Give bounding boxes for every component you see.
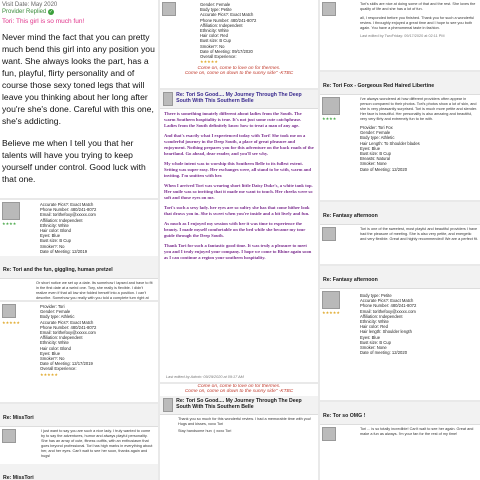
- review-headline: Tori: This girl is so much fun!: [2, 18, 85, 25]
- review-card-right-top: [320, 0, 480, 70]
- review-card-center-main: [160, 90, 318, 382]
- field-line: Eyes: Blue: [40, 233, 61, 239]
- field-line: Provider: Tori Fox: [360, 125, 393, 130]
- field-line: Phone Number: 480/241-8072: [200, 17, 257, 23]
- field-line: Date of meeting: 12/2020: [360, 350, 408, 356]
- field-line: Ethnicity: White: [40, 222, 69, 228]
- provider-replied-badge: [2, 9, 156, 15]
- notice-quote: Come on, come to love on for thermes. Come on, come on down to the sunny side" -KTBC: [184, 66, 294, 77]
- poster-sidebar: [320, 289, 358, 359]
- post-body: Or short notice we set up a date. Its somehow I lapsed and have to fit in the first date at a weird one. Tory, she really is flexible. I didn't realize even if that all low she folded herself into a position. I can't describe. Somehow you really with you told a complete turn right at: [36, 281, 153, 300]
- post-paragraph: And that's exactly what I experienced today with Tori! She took me on a wonderful journey in the Deep South, a place of great pleasure and enjoyment. Nothing prepares you for this adventure on the back roads of the heartland. Go ahead, dear reader, and you'll see why.: [164, 133, 314, 156]
- rating-stars: ★★★★: [2, 221, 17, 226]
- field-line: Overall Experience:: [200, 54, 237, 60]
- field-line: Gender: Female: [40, 309, 71, 315]
- field-line: Provider: Tori: [40, 304, 65, 309]
- field-line: Phone Number: 480/241-8072: [40, 324, 97, 330]
- avatar: [2, 304, 16, 318]
- post-header: [0, 404, 158, 427]
- avatar: [322, 97, 340, 115]
- poster-sidebar: [160, 0, 198, 66]
- post-subject[interactable]: Re: Tori Fox - Gorgeous Red Haired Libertine: [323, 83, 435, 89]
- post-header: [320, 266, 480, 289]
- avatar: [322, 227, 336, 241]
- field-line: Accurate Pics?: Exact Match: [360, 298, 414, 304]
- notice-quote: Come on, come to love on for thermes. Come on, come on down to the sunny side" -KTBC: [184, 384, 294, 394]
- field-line: Phone Number: 480/241-8072: [40, 207, 97, 213]
- poster-sidebar: [320, 425, 358, 443]
- review-card-misstori-reply: [0, 404, 158, 480]
- avatar: [163, 92, 173, 106]
- field-line: Smoker?: No: [200, 43, 225, 49]
- poster-sidebar: [320, 225, 358, 244]
- field-line: Eyes: Blue: [360, 334, 381, 340]
- review-fields: [360, 125, 478, 172]
- field-line: Bust size: B Cup: [200, 38, 231, 44]
- avatar: [162, 2, 176, 16]
- field-line: Hair color: Red: [360, 324, 388, 330]
- field-line: Email: torithefoxy@xxxxx.com: [40, 212, 96, 218]
- field-line: Gender: Female: [200, 2, 231, 7]
- field-line: Body type: Athletic: [40, 314, 75, 320]
- field-line: Affiliation: Independent: [40, 217, 83, 223]
- post-body: I've always wondered at how different providers often appear in person compared to their photos. Tori's photos show a lot of skin, and she is very pleasantly surprised. Tori is much more petite and slender. Her face is beautiful. Her personality is also amazing and beautiful, very very flirty and extremely fun to be with.: [360, 97, 478, 121]
- tile-divider: [160, 382, 318, 384]
- field-line: Email: torithefoxy@xxxxx.com: [360, 308, 416, 314]
- field-line: Accurate Pics?: Exact Match: [40, 202, 94, 207]
- post-header: [160, 396, 318, 415]
- post-paragraph: When I arrived Tori was wearing short little Daisy Duke's, a white tank top. Her smile was so inviting that it made me want to touch. Her cheeks were so soft and those eyes on me.: [164, 183, 313, 200]
- review-body: [2, 31, 156, 185]
- post-body: all, I responded before you finished. Thank you for such a wonderful review. I throughly enjoyed a great time and I hope to see you both again. You have a phenomenal taste in fashion.: [360, 16, 475, 30]
- field-line: Accurate Pics?: Exact Match: [40, 319, 94, 325]
- poster-sidebar: [320, 0, 358, 41]
- avatar: [322, 427, 336, 441]
- post-body: Tori ... is so totally incredible! Can't wait to see her again. Great and make a fun as always. I'm your fan for the rest of my time!: [360, 427, 474, 436]
- post-header: [160, 90, 318, 109]
- field-line: Affiliation: Independent: [200, 22, 243, 28]
- tile-divider: [158, 0, 160, 480]
- post-subject[interactable]: Re: MissTori: [3, 475, 34, 480]
- last-edited-note: Last edited by Admin: 09/29/2020 at 09:17 AM: [166, 375, 244, 379]
- post-header: [320, 202, 480, 225]
- tile-divider: [320, 200, 480, 202]
- provider-replied-label: Provider Replied: [2, 9, 47, 15]
- review-card-right-gorgeous: [320, 72, 480, 200]
- post-body: [160, 109, 318, 267]
- field-line: Affiliation: Independent: [360, 313, 403, 319]
- field-line: Ethnicity: White: [200, 28, 229, 34]
- tile-divider: [320, 70, 480, 72]
- field-line: Gender: Female: [360, 130, 391, 136]
- poster-sidebar: [0, 302, 38, 379]
- tile-divider: [320, 400, 480, 402]
- tile-divider: [318, 0, 320, 480]
- review-excerpt-panel: [0, 0, 158, 198]
- post-body: Tori is one of the sweetest, most playful and beautiful providers I have had the pleasure of meeting. She is also very petite, and energetic and very flexible. Great and highly recommended! We are a perfect fit.: [360, 227, 478, 241]
- post-paragraph: There is something innately different about ladies from the South. The warm Southern hospitality is true. It's not just some cute catchphrase. Ladies from the South definitely know how to treat a man of any age.: [164, 111, 302, 128]
- tile-divider: [0, 198, 158, 200]
- review-card-center-top: [160, 0, 318, 88]
- field-line: Body type: Petite: [360, 293, 392, 298]
- field-line: Body type: Petite: [200, 7, 232, 13]
- field-line: Hair color: Red: [200, 33, 228, 39]
- post-subject[interactable]: Re: Tori So Good.... My Journey Through The Deep South With This Southern Belle: [176, 92, 302, 104]
- rating-stars: ★★★★★: [2, 320, 20, 325]
- tile-divider: [160, 88, 318, 90]
- avatar: [2, 429, 16, 443]
- field-line: Breasts: Natural: [360, 156, 391, 162]
- post-paragraph: Thank Tori for such a fantastic good time. It was truly a pleasure to meet you and I truly enjoyed your company. I hope we come to Rhine again soon as I can continue a region your southern hospitality.: [164, 243, 312, 260]
- post-subject[interactable]: Re: Tor so OMG !: [323, 413, 366, 419]
- post-subject[interactable]: Re: Fantasy afternoon: [323, 277, 378, 283]
- field-line: Smoker?: No: [40, 243, 65, 249]
- tile-divider: [0, 402, 158, 404]
- field-line: Accurate Pics?: Exact Match: [200, 12, 254, 18]
- post-subject[interactable]: Re: Tori So Good.... My Journey Through The Deep South With This Southern Belle: [176, 398, 302, 410]
- field-line: Date of Meeting: 12/17/2019: [40, 361, 93, 367]
- post-body: I just want to say you are such a nice lady. I truly wanted to come by to say the adventures, humor and always playful personality. She has an array of cute, fitness outfits, with an enthusiasm that goes beyond professional. Tori has high marks in everything about her, and her eyes. Can't wait to see her soon, thanks again and hugs!: [41, 429, 153, 458]
- review-paragraph-2: Believe me when I tell you that her talents will have you trying to keep yourself under control. Good luck with that one.: [2, 138, 146, 184]
- field-line: Ethnicity: White: [40, 340, 69, 346]
- experience-stars: ★★★★★: [40, 371, 58, 377]
- post-header: [0, 464, 158, 480]
- last-edited-note: Last edited by TwoFriday: 09/17/2020 at 02:11 PM: [360, 34, 445, 38]
- review-card-pretzel: [0, 200, 158, 300]
- experience-stars: ★★★★★: [200, 59, 218, 65]
- poster-sidebar: [320, 95, 358, 174]
- review-card-right-fantasy-2: [320, 266, 480, 400]
- field-line: Bust size: B Cup: [40, 238, 71, 244]
- field-line: Bust size: B Cup: [360, 339, 391, 345]
- field-line: Overall Experience:: [40, 366, 77, 372]
- field-line: Phone Number: 480/241-8072: [360, 303, 417, 309]
- field-line: Eyes: Blue: [40, 350, 61, 356]
- tile-divider: [0, 300, 158, 302]
- post-header: [320, 72, 480, 95]
- review-fields: [198, 0, 318, 66]
- field-line: Smoker: None: [360, 161, 387, 167]
- post-paragraph: My whole intent was to worship this Southern Belle to its fullest extent. Setting was super easy. Her exchanges were, all stand to be with, warm and inviting. I'm smitten with her.: [164, 161, 311, 178]
- field-line: Body type: Athletic: [360, 135, 395, 141]
- post-body: Tori's skills are nice at doing some of that and the rest. She loves the quality of life and she has a lot of fun.: [360, 2, 476, 11]
- post-header: [320, 402, 480, 425]
- rating-stars: ★★★★: [322, 116, 337, 121]
- review-fields: [40, 202, 155, 254]
- avatar: [163, 398, 173, 412]
- visit-date: Visit Date: May 2020: [2, 2, 58, 8]
- review-card-center-bottom: [160, 384, 318, 480]
- avatar: [322, 2, 336, 16]
- tile-divider: [320, 264, 480, 266]
- review-paragraph-1: Never mind the fact that you can pretty much bend this girl into any position you want. She always looks the part, has a fun, playful, flirty personality and of course those sexy toned legs that will leave you thinking about her long after you're she's done. Careful with this one, she's addicting.: [2, 32, 155, 126]
- field-line: Date of Meeting: 12/2020: [360, 166, 408, 172]
- review-card-right-omg: [320, 402, 480, 480]
- review-card-right-fantasy: [320, 202, 480, 264]
- review-fields: [358, 289, 480, 359]
- post-paragraph: As much as I enjoyed my session with her it was time to experience the beauty. I made myself comfortable on the bed while she became my tour guide through the Deep South.: [164, 221, 306, 238]
- field-line: Date of Meeting: 09/17/2020: [200, 48, 253, 54]
- review-fields: [40, 304, 155, 377]
- avatar: [322, 291, 340, 309]
- check-icon: ✓: [48, 9, 54, 15]
- field-line: Eyes: Blue: [360, 145, 381, 151]
- post-subject[interactable]: Re: MissTori: [3, 415, 34, 421]
- post-header: [0, 256, 158, 279]
- field-line: Affiliation: Independent: [40, 335, 83, 341]
- poster-sidebar: [0, 427, 38, 461]
- field-line: Email: torithefoxy@xxxxx.com: [40, 330, 96, 336]
- field-line: Hair Length: To Shoulder blades: [360, 140, 420, 146]
- review-card-misstori: [0, 302, 158, 402]
- avatar: [2, 202, 20, 220]
- post-paragraph: Tori's such a sexy lady. her eyes are so sultry she has that come hither look that draws you in. She is sweet when you're inside and a bit lively and fun.: [164, 205, 310, 216]
- field-line: Hair length: Shoulder length: [360, 329, 412, 335]
- field-line: Ethnicity: White: [360, 319, 389, 325]
- post-subject[interactable]: Re: Fantasy afternoon: [323, 213, 378, 219]
- rating-stars: ★★★★★: [322, 310, 340, 315]
- post-subject[interactable]: Re: Tori and the fun, giggling, human pretzel: [3, 267, 113, 274]
- post-signature: Stay handsome hun :) xoxo Tori: [178, 429, 232, 433]
- field-line: Hair color: Blond: [40, 228, 71, 234]
- field-line: Hair color: Blond: [40, 345, 71, 351]
- post-body: Thank you so much for this wonderful review. I had a memorable time with you! Hugs and kisses, xoxo Tori: [178, 417, 311, 426]
- field-line: Date of Meeting: 12/2019: [40, 248, 88, 254]
- field-line: Smoker: None: [360, 345, 387, 351]
- field-line: Bust size: B Cup: [360, 151, 391, 157]
- field-line: Smoker?: No: [40, 356, 65, 362]
- poster-sidebar: [0, 200, 38, 256]
